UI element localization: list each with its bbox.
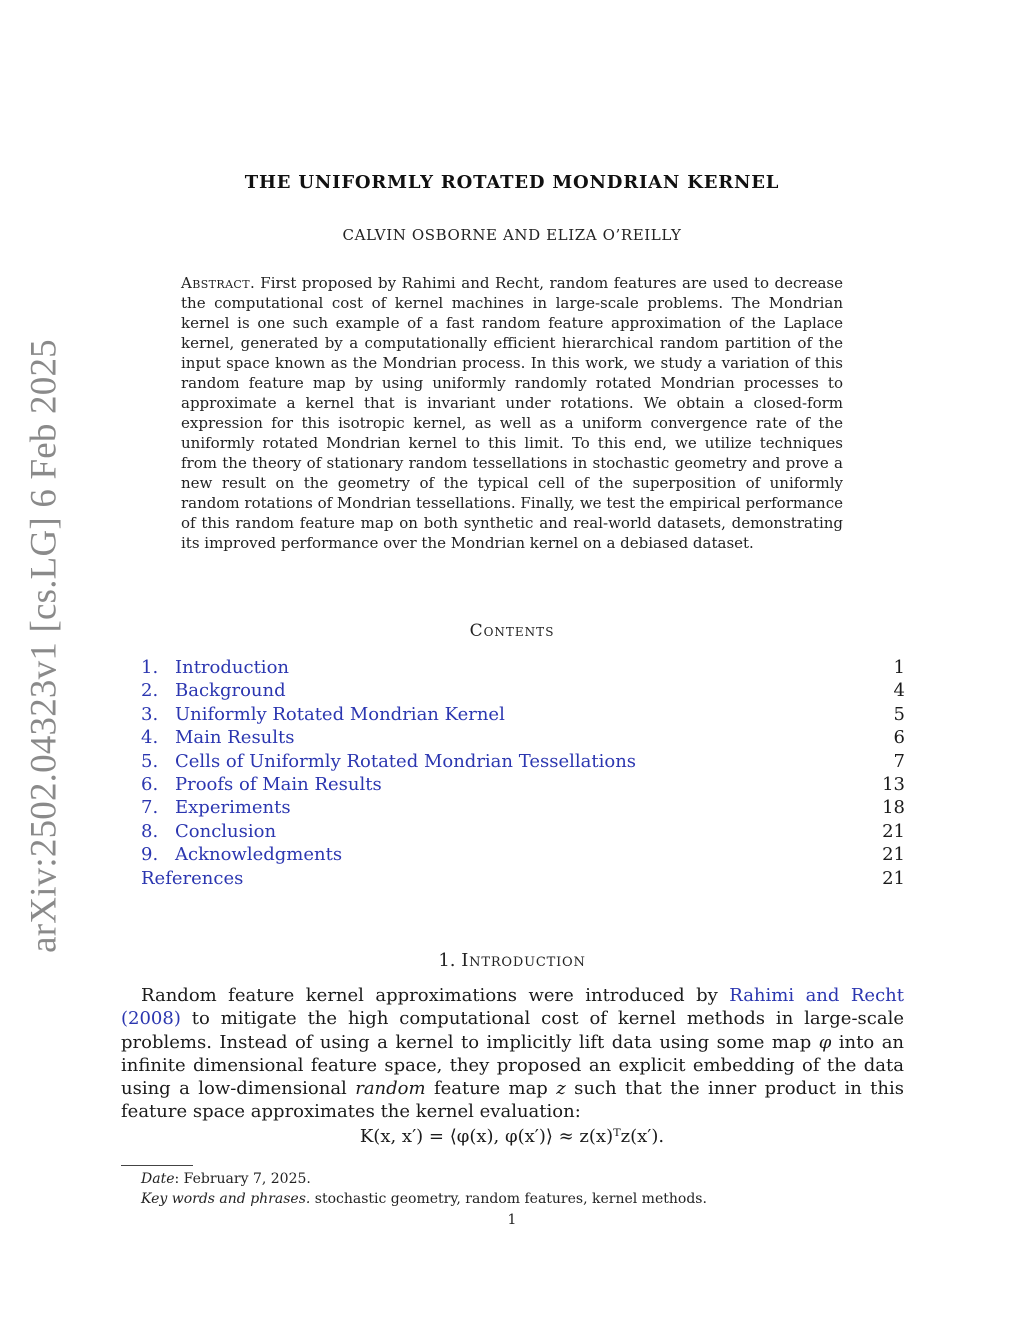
abstract-label: Abstract <box>181 274 250 292</box>
keywords-label: Key words and phrases. <box>141 1191 311 1207</box>
toc-entry[interactable] <box>141 867 905 890</box>
toc-entry[interactable] <box>141 796 905 819</box>
toc-entry-title[interactable]: Cells of Uniformly Rotated Mondrian Tessellations <box>175 750 637 772</box>
toc-entry-title[interactable]: References <box>141 867 244 889</box>
section-title: Introduction <box>461 950 586 971</box>
section-number: 1. <box>438 950 456 971</box>
toc-entry[interactable] <box>141 656 905 679</box>
toc-entry[interactable] <box>141 820 905 843</box>
toc-entry[interactable] <box>141 773 905 796</box>
arxiv-identifier: arXiv:2502.04323v1 [cs.LG] 6 Feb 2025 <box>23 339 65 953</box>
phi-symbol: φ <box>818 1031 832 1053</box>
toc-entry-page: 1 <box>893 657 905 678</box>
toc-entry-title[interactable]: Proofs of Main Results <box>175 773 382 795</box>
toc-entry-number[interactable]: 2. <box>141 680 159 702</box>
toc-entry-title[interactable]: Background <box>175 680 286 702</box>
citation-year[interactable]: 2008 <box>128 1008 174 1030</box>
abstract-text: First proposed by Rahimi and Recht, random features are used to decrease the computational cost of kernel machines in large-scale problems. The Mondrian kernel is one such example of a fast random feature approximation of the Laplace kernel, generated by a computationally efficient hierarchical random partition of the input space known as the Mondrian process. In this work, we study a variation of this random feature map by using uniformly randomly rotated Mondrian processes to approximate a kernel that is invariant under rotations. We obtain a closed-form expression for this isotropic kernel, as well as a uniform convergence rate of the uniformly rotated Mondrian kernel to this limit. To this end, we utilize techniques from the theory of stationary random tessellations in stochastic geometry and prove a new result on the geometry of the typical cell of the superposition of uniformly random rotations of Mondrian tessellations. Finally, we test the empirical performance of this random feature map on both synthetic and real-world datasets, demonstrating its improved performance over the Mondrian kernel on a debiased dataset. <box>181 274 843 552</box>
intro-text-2: to mitigate the high computational cost of kernel methods in large-scale problems. Instead of using a kernel to implicitly lift data using some map <box>121 1008 904 1053</box>
toc-entry-number[interactable]: 9. <box>141 844 159 866</box>
toc-entry-number[interactable]: 8. <box>141 820 159 842</box>
citation-link[interactable]: Rahimi and Recht (2008) <box>121 985 904 1030</box>
toc-entry-title[interactable]: Acknowledgments <box>175 844 343 866</box>
table-of-contents <box>141 656 905 890</box>
contents-heading: Contents <box>469 621 555 641</box>
paper-title: THE UNIFORMLY ROTATED MONDRIAN KERNEL <box>244 172 780 193</box>
toc-entry-page: 21 <box>882 820 905 842</box>
toc-entry-page: 4 <box>893 680 905 702</box>
page-number: 1 <box>507 1212 517 1228</box>
toc-entry-page: 13 <box>882 773 905 795</box>
section-heading-introduction <box>0 950 1024 971</box>
toc-entry-page: 5 <box>893 703 905 725</box>
toc-entry-title[interactable]: Uniformly Rotated Mondrian Kernel <box>175 703 505 725</box>
intro-text-4: feature map <box>425 1078 557 1100</box>
citation-authors[interactable]: Rahimi and Recht <box>729 985 904 1006</box>
toc-entry-page: 21 <box>882 867 905 889</box>
toc-entry-number[interactable]: 7. <box>141 797 159 819</box>
footnote-keywords <box>141 1191 707 1207</box>
toc-entry-number[interactable]: 3. <box>141 703 159 725</box>
intro-text-3: into an infinite dimensional feature space, they proposed an explicit embedding of the data using a low-dimensional <box>121 1031 905 1100</box>
footnote-divider <box>121 1165 193 1166</box>
kernel-equation: K(x, x′) = ⟨φ(x), φ(x′)⟩ ≈ z(x)ᵀz(x′). <box>359 1126 665 1147</box>
toc-entry-page: 18 <box>882 797 905 819</box>
date-label: Date <box>141 1171 175 1187</box>
toc-entry[interactable] <box>141 750 905 773</box>
intro-text-5: such that the inner product in this feature space approximates the kernel evaluation: <box>121 1078 905 1123</box>
toc-entry[interactable] <box>141 679 905 702</box>
toc-entry-title[interactable]: Experiments <box>175 797 291 819</box>
toc-entry-page: 7 <box>893 750 905 772</box>
keywords-value: stochastic geometry, random features, kernel methods. <box>310 1191 707 1207</box>
random-emphasis: random <box>355 1078 426 1100</box>
toc-entry-number[interactable]: 5. <box>141 750 159 772</box>
footnote-date <box>141 1171 311 1187</box>
toc-entry-number[interactable]: 4. <box>141 727 159 749</box>
z-symbol: z <box>556 1078 566 1100</box>
toc-entry-title[interactable]: Main Results <box>175 727 295 749</box>
date-value: : February 7, 2025. <box>174 1171 311 1187</box>
toc-entry-page: 21 <box>882 844 905 866</box>
toc-entry-page: 6 <box>893 727 905 749</box>
abstract: Abstract. First proposed by Rahimi and Recht, random features are used to decrease the computational cost of kernel machines in large-scale problems. The Mondrian kernel is one such example of a fast random feature approximation of the Laplace kernel, generated by a computationally efficient hierarchical random partition of the input space known as the Mondrian process. In this work, we study a variation of this random feature map by using uniformly randomly rotated Mondrian processes to approximate a kernel that is invariant under rotations. We obtain a closed-form expression for this isotropic kernel, as well as a uniform convergence rate of the uniformly rotated Mondrian kernel to this limit. To this end, we utilize techniques from the theory of stationary random tessellations in stochastic geometry and prove a new result on the geometry of the typical cell of the superposition of uniformly random rotations of Mondrian tessellations. Finally, we test the empirical performance of this random feature map on both synthetic and real-world datasets, demonstrating its improved performance over the Mondrian kernel on a debiased dataset. <box>181 274 843 552</box>
toc-entry[interactable] <box>141 703 905 726</box>
toc-entry[interactable] <box>141 726 905 749</box>
toc-entry-number[interactable]: 6. <box>141 773 159 795</box>
paper-authors: CALVIN OSBORNE AND ELIZA O’REILLY <box>342 226 682 244</box>
toc-entry[interactable] <box>141 843 905 866</box>
toc-entry-title[interactable]: Introduction <box>175 657 289 678</box>
introduction-paragraph <box>121 984 904 1124</box>
toc-entry-title[interactable]: Conclusion <box>175 820 277 842</box>
intro-text-1: Random feature kernel approximations were introduced by <box>141 985 730 1006</box>
toc-entry-number[interactable]: 1. <box>141 657 159 678</box>
